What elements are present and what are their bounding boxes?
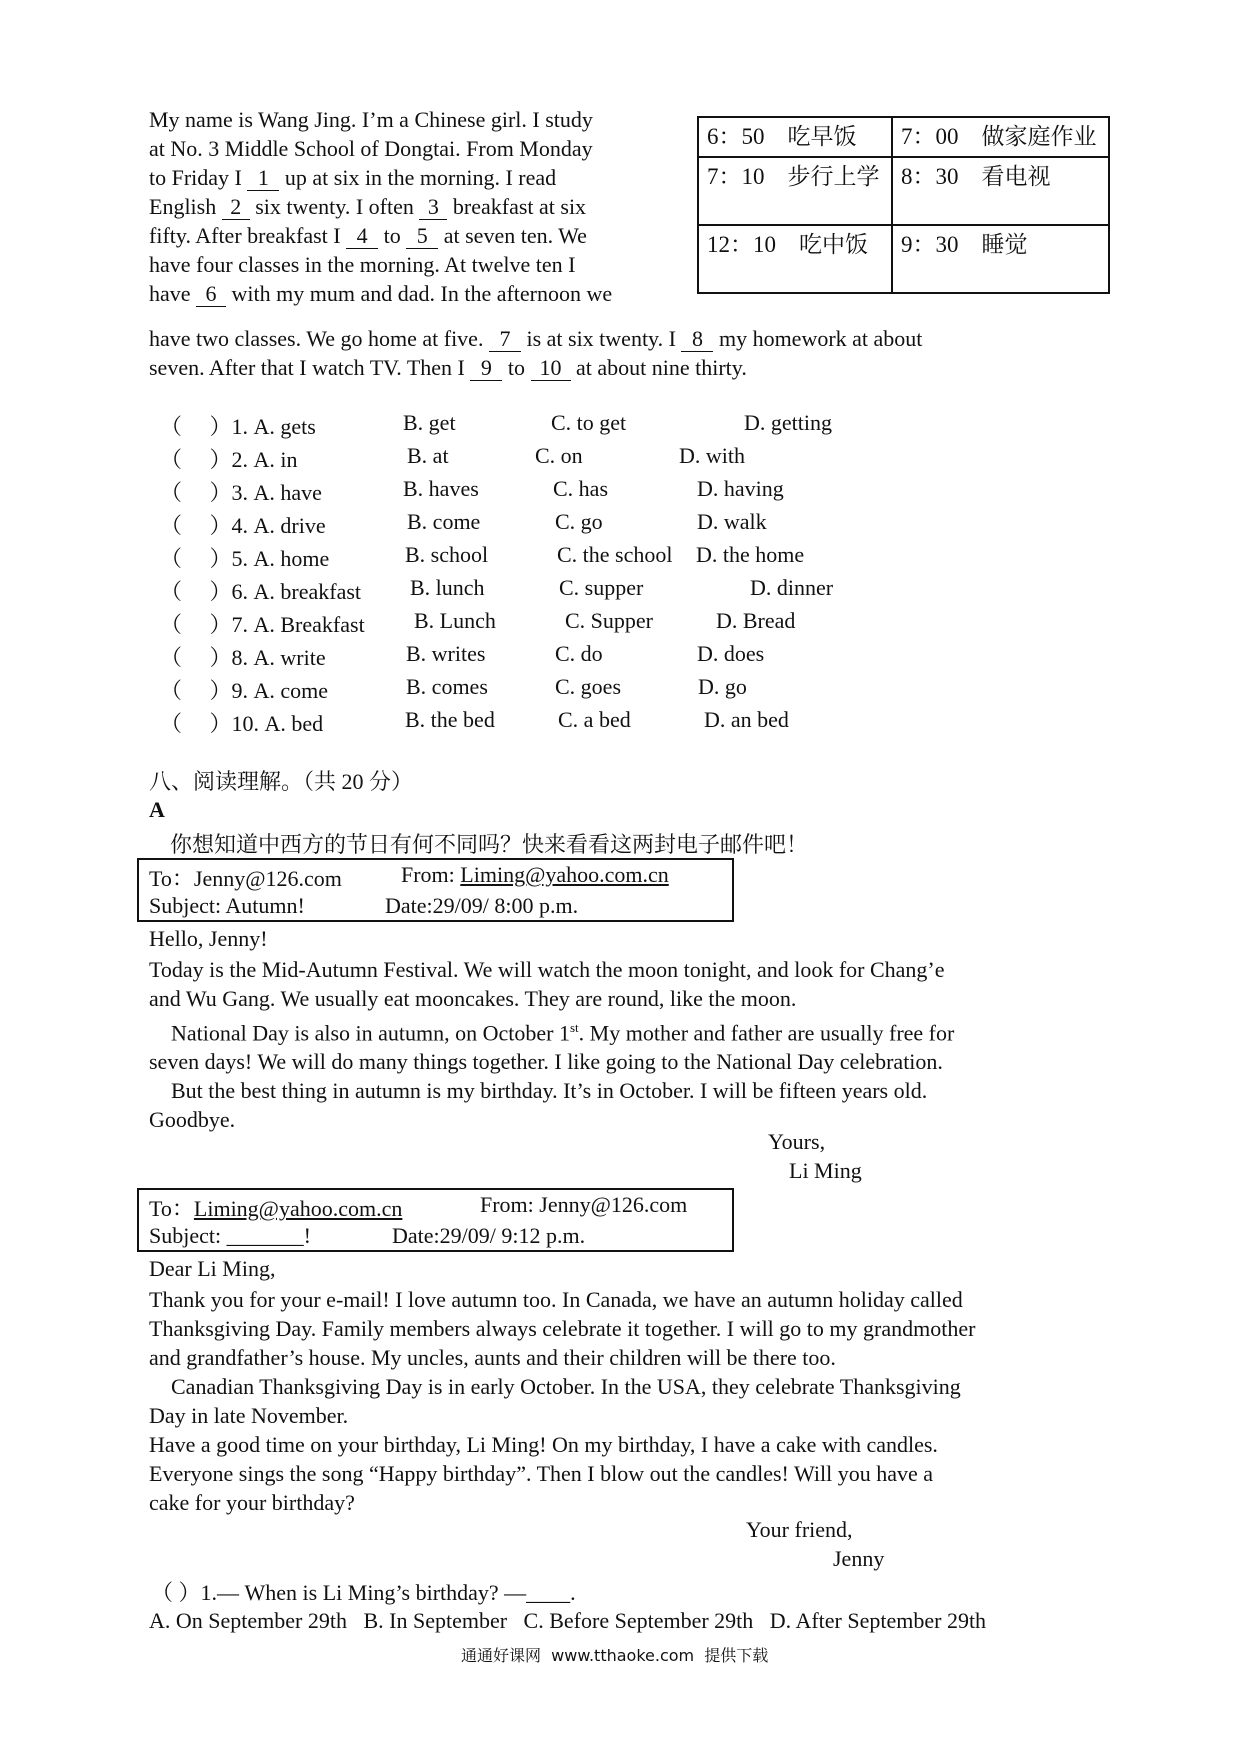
letter-line: seven days! We will do many things together. I like going to the National Day celebration. [149,1049,943,1075]
question-stem: （ ）1.— When is Li Ming’s birthday? —____. [151,1580,576,1605]
schedule-cell: 12：10 吃中饭 [698,225,892,293]
letter-body [149,955,1099,1134]
blank-3[interactable]: 3 [419,195,447,220]
cloze-passage [149,105,679,308]
schedule-row [698,117,1109,157]
section-title: 八、阅读理解。（共 20 分） [149,769,414,794]
letter-line: But the best thing in autumn is my birthday. It’s in October. I will be fifteen years old. [171,1078,928,1104]
schedule-cell: 8：30 看电视 [892,157,1109,225]
letter-line: and Wu Gang. We usually eat mooncakes. They are round, like the moon. [149,986,797,1011]
letter-line: Canadian Thanksgiving Day is in early October. In the USA, they celebrate Thanksgiving [171,1374,961,1399]
schedule-table [697,116,1110,294]
email-subject: Subject: Autumn! [149,893,305,918]
intro-text: 你想知道中西方的节日有何不同吗？快来看看这两封电子邮件吧！ [170,832,809,857]
passage-line: My name is Wang Jing. I’m a Chinese girl. I study [149,107,593,132]
letter-greeting: Dear Li Ming, [149,1256,276,1281]
schedule-cell: 9：30 睡觉 [892,225,1109,293]
email-header-1 [137,858,734,922]
letter-line: Everyone sings the song “Happy birthday”. Then I blow out the candles! Will you have a [149,1461,933,1486]
schedule-cell: 7：10 步行上学 [698,157,892,225]
letter-line: Thank you for your e-mail! I love autumn too. In Canada, we have an autumn holiday called [149,1287,963,1312]
blank-1[interactable]: 1 [247,166,279,191]
blank-9[interactable]: 9 [470,356,502,381]
passage-line: have 6 with my mum and dad. In the afternoon we [149,281,613,306]
passage-line: at No. 3 Middle School of Dongtai. From Monday [149,136,593,161]
blank-2[interactable]: 2 [222,195,250,220]
email-from-address[interactable]: Liming@yahoo.com.cn [460,862,669,887]
letter-line: Goodbye. [149,1107,236,1133]
question-options: A. On September 29th B. In September C. Before September 29th D. After September 29th [149,1608,987,1633]
blank-10[interactable]: 10 [531,356,571,381]
email-to-address[interactable]: Liming@yahoo.com.cn [193,1196,403,1221]
letter-signature: Jenny [833,1546,885,1571]
blank-6[interactable]: 6 [196,282,226,307]
letter-line: and grandfather’s house. My uncles, aunts and their children will be there too. [149,1345,836,1370]
blank-5[interactable]: 5 [406,224,438,249]
email-to: To：Jenny@126.com [149,866,342,891]
letter-signature: Li Ming [789,1158,862,1183]
passage-line: fifty. After breakfast I 4 to 5 at seven ten. We [149,223,587,248]
part-label: A [149,797,165,822]
email-date: Date:29/09/ 8:00 p.m. [385,893,579,918]
schedule-row [698,157,1109,225]
email-to: To：Liming@yahoo.com.cn [149,1196,403,1221]
letter-line: National Day is also in autumn, on October 1st. My mother and father are usually free for [171,1020,955,1046]
email-subject: Subject: _______! [149,1223,311,1248]
blank-7[interactable]: 7 [489,327,521,352]
letter-line: Thanksgiving Day. Family members always celebrate it together. I will go to my grandmother [149,1316,976,1341]
passage-line: to Friday I 1 up at six in the morning. I read [149,165,557,190]
blank-4[interactable]: 4 [346,224,378,249]
passage-line: English 2 six twenty. I often 3 breakfast at six [149,194,587,219]
footer-credit: 通通好课网 www.tthaoke.com 提供下载 [461,1646,769,1665]
email-date: Date:29/09/ 9:12 p.m. [392,1223,586,1248]
passage-line: have four classes in the morning. At twelve ten I [149,252,576,277]
letter-greeting: Hello, Jenny! [149,926,268,951]
letter-closing: Your friend, [746,1517,853,1542]
email-header-2 [137,1188,734,1252]
letter-line: Have a good time on your birthday, Li Ming! On my birthday, I have a cake with candles. [149,1432,938,1457]
blank-8[interactable]: 8 [681,327,713,352]
schedule-cell: 7：00 做家庭作业 [892,117,1109,157]
letter-closing: Yours, [768,1129,826,1154]
email-from: From: Jenny@126.com [480,1192,688,1217]
letter-body [149,1285,1099,1517]
letter-line: Day in late November. [149,1403,349,1428]
email-from: From: Liming@yahoo.com.cn [401,862,669,887]
passage-line: have two classes. We go home at five. 7 is at six twenty. I 8 my homework at about [149,326,923,351]
letter-line: cake for your birthday? [149,1490,355,1515]
passage-line: seven. After that I watch TV. Then I 9 to 10 at about nine thirty. [149,355,747,380]
schedule-row [698,225,1109,293]
schedule-cell: 6：50 吃早饭 [698,117,892,157]
letter-line: Today is the Mid-Autumn Festival. We will watch the moon tonight, and look for Chang’e [149,957,945,982]
